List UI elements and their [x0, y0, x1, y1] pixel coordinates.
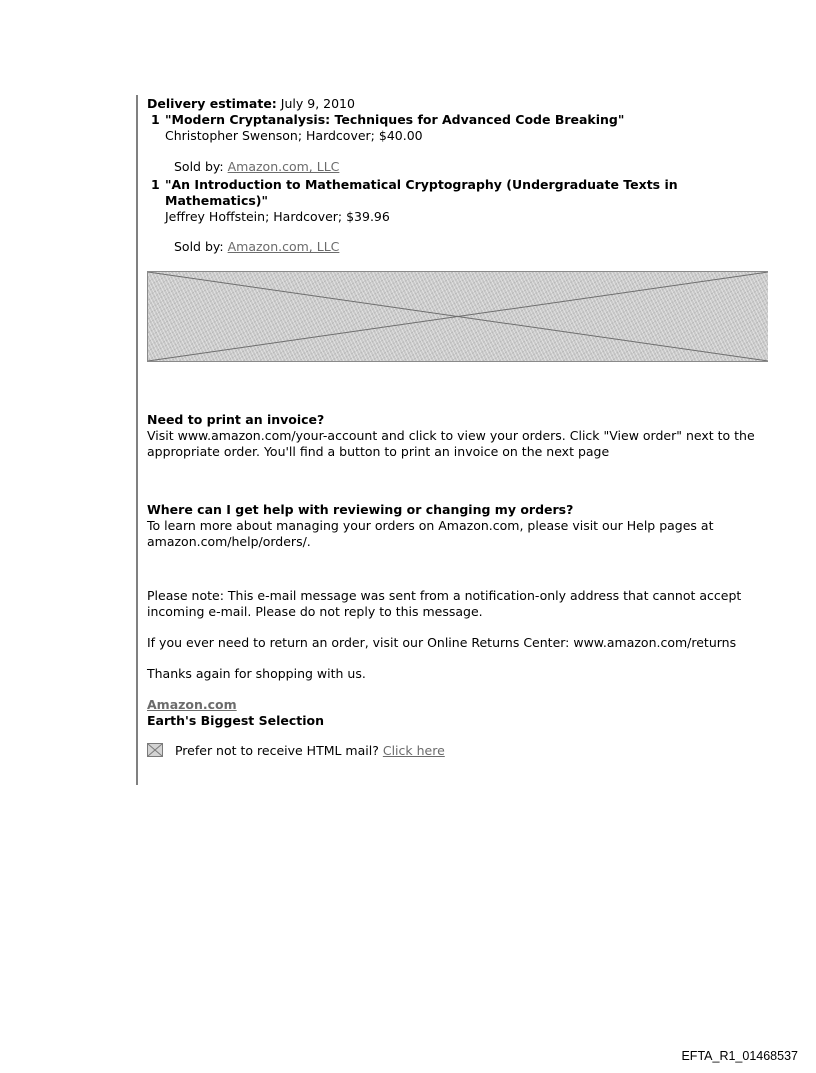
- delivery-estimate: [147, 96, 777, 112]
- amazon-link[interactable]: Amazon.com: [147, 697, 237, 712]
- delivery-date: July 9, 2010: [280, 96, 355, 111]
- sold-by-label: Sold by:: [174, 159, 224, 174]
- image-placeholder-cross: [148, 272, 768, 361]
- order-item: [147, 112, 777, 175]
- sold-by-label: Sold by:: [174, 239, 224, 254]
- html-pref-text: Prefer not to receive HTML mail?: [174, 743, 379, 758]
- invoice-body: Visit www.amazon.com/your-account and click to view your orders. Click "View order" next to the appropriate order. You'll find a button to print an invoice on the next page: [147, 428, 755, 459]
- help-section: [147, 502, 777, 550]
- item-quantity: 1: [151, 177, 160, 192]
- broken-image-icon: [147, 743, 163, 757]
- email-body: [147, 96, 777, 759]
- document-id: EFTA_R1_01468537: [681, 1049, 798, 1063]
- html-mail-preference: [147, 743, 777, 759]
- broken-image-banner: [147, 271, 768, 362]
- item-title: "Modern Cryptanalysis: Techniques for Advanced Code Breaking": [165, 112, 625, 127]
- signature: [147, 697, 777, 729]
- item-sold-by: [165, 239, 777, 255]
- left-border-bar: [136, 95, 138, 785]
- item-quantity: 1: [151, 112, 160, 127]
- notification-note: Please note: This e-mail message was sent from a notification-only address that cannot accept incoming e-mail. Please do not reply to this message.: [147, 588, 742, 619]
- help-body: To learn more about managing your orders on Amazon.com, please visit our Help pages at amazon.com/help/orders/.: [147, 518, 714, 549]
- tagline: Earth's Biggest Selection: [147, 713, 324, 728]
- invoice-section: [147, 412, 777, 460]
- thanks-message: Thanks again for shopping with us.: [147, 666, 366, 681]
- item-title: "An Introduction to Mathematical Cryptography (Undergraduate Texts in Mathematics)": [165, 177, 678, 208]
- returns-info: If you ever need to return an order, visit our Online Returns Center: www.amazon.com/returns: [147, 635, 737, 650]
- item-sold-by: [165, 159, 777, 175]
- delivery-label: Delivery estimate:: [147, 96, 277, 111]
- seller-link[interactable]: Amazon.com, LLC: [227, 159, 340, 174]
- invoice-heading: Need to print an invoice?: [147, 412, 325, 427]
- seller-link[interactable]: Amazon.com, LLC: [227, 239, 340, 254]
- click-here-link[interactable]: Click here: [382, 743, 445, 758]
- order-item: [147, 177, 777, 255]
- item-details: Christopher Swenson; Hardcover; $40.00: [165, 128, 423, 143]
- item-details: Jeffrey Hoffstein; Hardcover; $39.96: [165, 209, 390, 224]
- help-heading: Where can I get help with reviewing or changing my orders?: [147, 502, 574, 517]
